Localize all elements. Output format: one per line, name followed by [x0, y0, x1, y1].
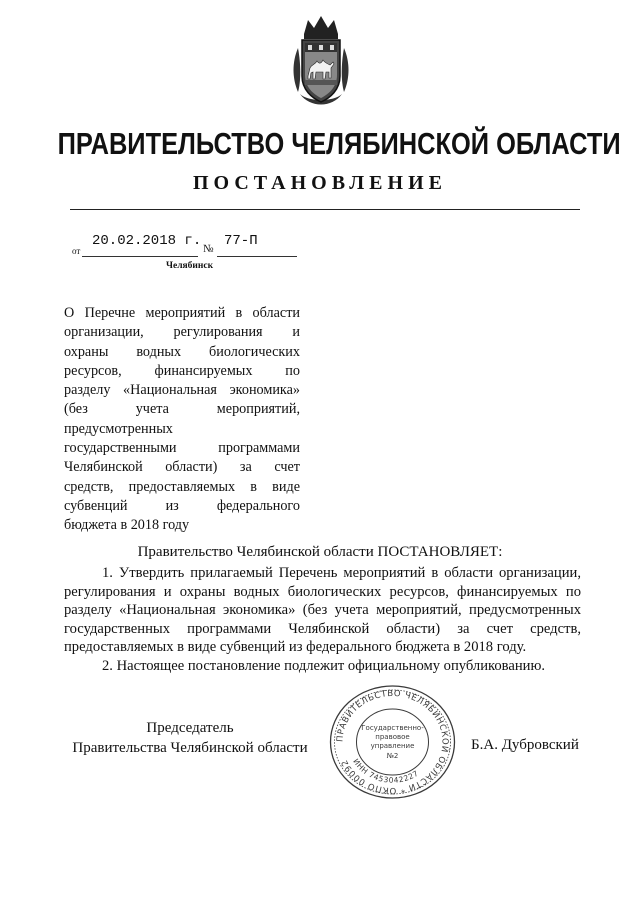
- signatory-name: Б.А. Дубровский: [471, 737, 579, 753]
- number-underline: [217, 256, 297, 257]
- body-line: предоставляемых в виде субвенций из федерального бюджета в 2018 году.: [64, 639, 527, 655]
- document-date: 20.02.2018 г.: [92, 233, 202, 249]
- document-body: [64, 564, 581, 675]
- city-label: Челябинск: [166, 261, 214, 271]
- seal-ring-text: ПРАВИТЕЛЬСТВО ЧЕЛЯБИНСКОЙ ОБЛАСТИ * ОКПО 00092: [335, 688, 450, 796]
- header-divider: [70, 209, 580, 210]
- document-type-title: ПОСТАНОВЛЕНИЕ: [193, 172, 447, 194]
- subject-line: разделу «Национальная экономика»: [64, 382, 300, 399]
- preamble: Правительство Челябинской области ПОСТАНОВЛЯЕТ:: [137, 544, 503, 560]
- organization-title: ПРАВИТЕЛЬСТВО ЧЕЛЯБИНСКОЙ ОБЛАСТИ: [57, 126, 621, 161]
- signatory-position-line: Председатель: [146, 720, 234, 736]
- body-line: государственных программами Челябинской области) за счет средств,: [64, 620, 581, 637]
- subject-line: охраны водных биологических: [64, 343, 300, 360]
- body-line: регулирования и охраны водных биологических ресурсов, финансируемых по: [64, 583, 581, 600]
- subject-line: ресурсов, финансируемых по: [64, 362, 300, 379]
- body-line: 1. Утвердить прилагаемый Перечень мероприятий в области организации,: [102, 565, 581, 581]
- number-sign: №: [203, 243, 214, 255]
- seal-inn-text: ИНН 7453042227: [351, 756, 421, 785]
- subject-line: Челябинской области) за счет: [64, 459, 300, 476]
- document-subject: [64, 304, 300, 536]
- subject-line: государственными программами: [64, 440, 300, 457]
- subject-line: средств, предоставляемых в виде: [64, 478, 300, 495]
- seal-center-line: управление: [370, 742, 415, 750]
- subject-line: субвенций из федерального: [64, 497, 300, 514]
- coat-of-arms-emblem: [290, 12, 352, 110]
- date-from-label: от: [72, 246, 81, 256]
- subject-line: организации, регулирования и: [64, 324, 300, 341]
- subject-line: бюджета в 2018 году: [64, 517, 190, 534]
- body-line: 2. Настоящее постановление подлежит официальному опубликованию.: [102, 657, 546, 674]
- document-number: 77-П: [224, 233, 258, 249]
- seal-center-line: №2: [386, 752, 399, 760]
- subject-line: (без учета мероприятий,: [64, 401, 300, 418]
- signatory-position-line: Правительства Челябинской области: [72, 740, 308, 756]
- signatory-position: [60, 718, 320, 758]
- seal-center-line: Государственно-: [361, 724, 424, 732]
- official-seal: [324, 683, 461, 801]
- subject-line: предусмотренных: [64, 420, 173, 437]
- date-underline: [82, 256, 198, 257]
- seal-center-line: правовое: [375, 733, 410, 741]
- subject-line: О Перечне мероприятий в области: [64, 305, 300, 321]
- body-line: разделу «Национальная экономика» (без учета мероприятий, предусмотренных: [64, 602, 581, 618]
